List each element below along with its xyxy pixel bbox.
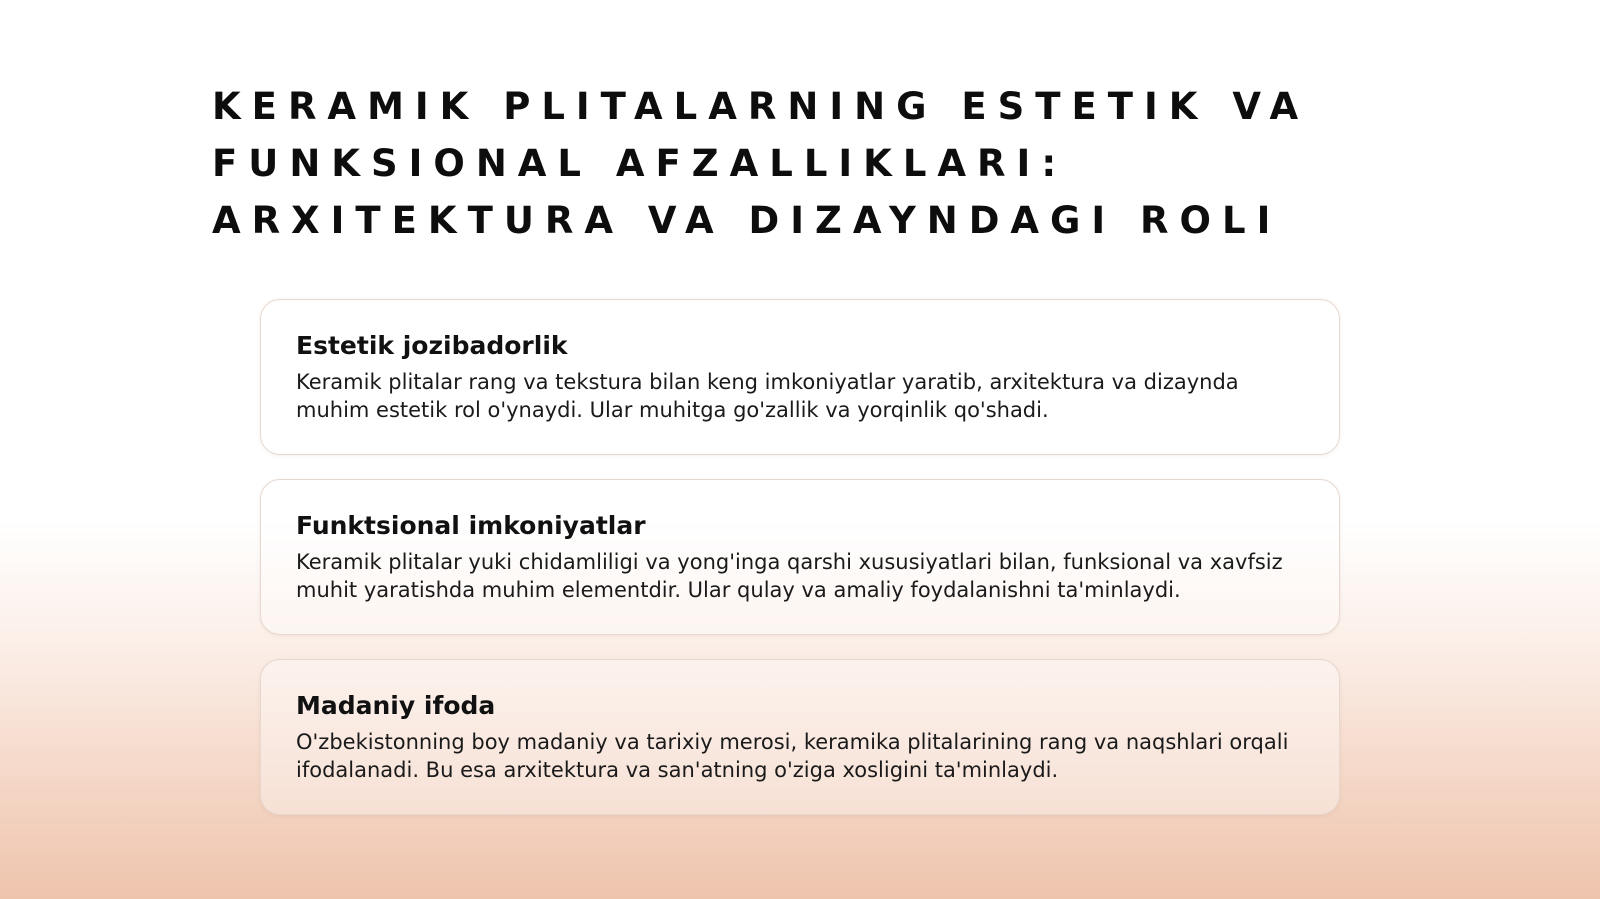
card-text: O'zbekistonning boy madaniy va tarixiy merosi, keramika plitalarining rang va naqshlari orqali ifodalanadi. Bu esa arxitektura va san'atning o'ziga xosligini ta'minlaydi. bbox=[296, 730, 1289, 782]
card-heading: Estetik jozibadorlik bbox=[296, 331, 568, 360]
card-list bbox=[260, 299, 1340, 839]
card-text: Keramik plitalar yuki chidamliligi va yong'inga qarshi xususiyatlari bilan, funksional va xavfsiz muhit yaratishda muhim elementdir. Ular qulay va amaliy foydalanishni ta'minlaydi. bbox=[296, 550, 1283, 602]
card-text: Keramik plitalar rang va tekstura bilan keng imkoniyatlar yaratib, arxitektura va dizaynda muhim estetik rol o'ynaydi. Ular muhitga go'zallik va yorqinlik qo'shadi. bbox=[296, 370, 1239, 422]
card-estetik-jozibadorlik bbox=[260, 299, 1340, 455]
slide-title: KERAMIK PLITALARNING ESTETIK VA FUNKSIONAL AFZALLIKLARI: ARXITEKTURA VA DIZAYNDAGI ROLI bbox=[212, 85, 1310, 242]
card-heading: Funktsional imkoniyatlar bbox=[296, 511, 646, 540]
card-funktsional-imkoniyatlar bbox=[260, 479, 1340, 635]
card-madaniy-ifoda bbox=[260, 659, 1340, 815]
card-heading: Madaniy ifoda bbox=[296, 691, 496, 720]
